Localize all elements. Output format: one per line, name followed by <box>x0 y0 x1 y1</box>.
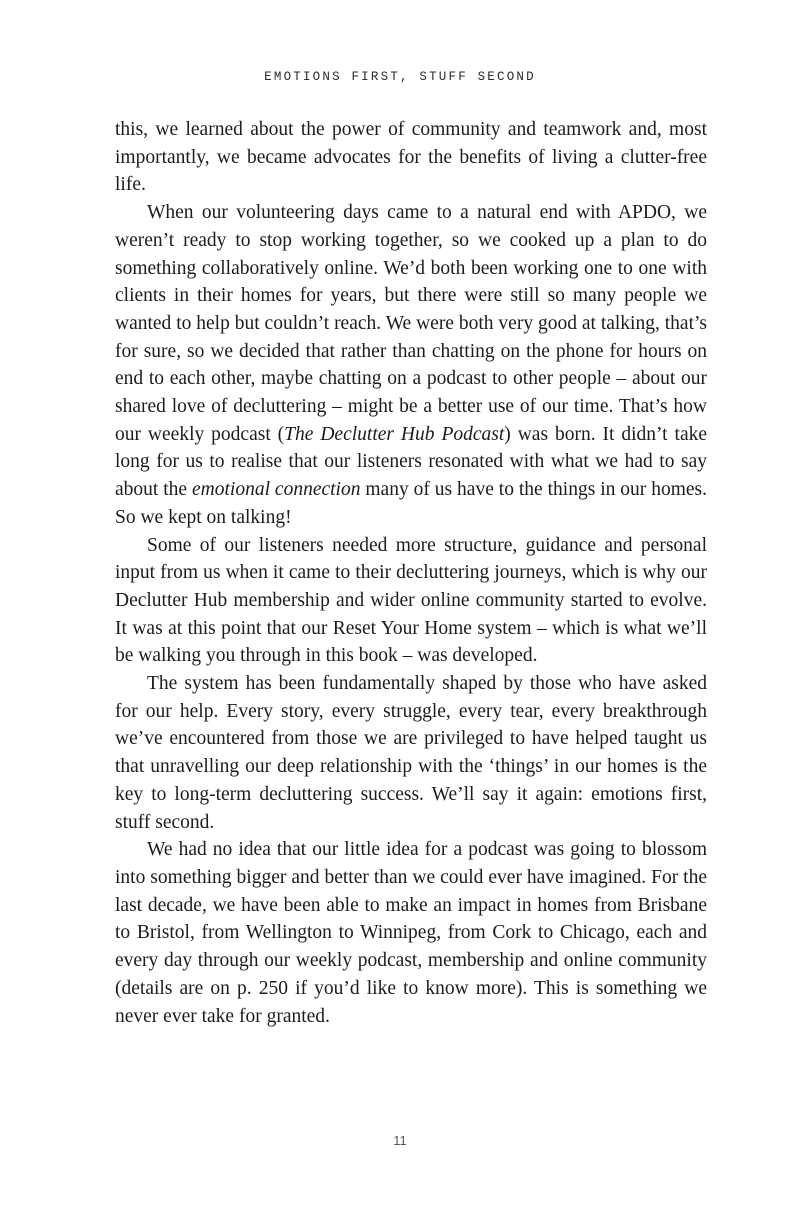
text-run: Some of our listeners needed more structure, guidance and personal input from us when it came to their decluttering journeys, which is why our Declutter Hub membership and wider online community started to evolve. It was at this point that our Reset Your Home system – which is what we’ll be walking you through in this book – was developed. <box>115 534 707 667</box>
page-number: 11 <box>393 1133 407 1148</box>
text-run: many of us have to the things in our homes. So we kept on talking! <box>115 479 708 528</box>
text-run: ) was born. It didn’t take long for us to realise that our listeners resonated with what we had to say about the <box>115 423 708 501</box>
paragraph <box>115 116 707 199</box>
text-run: We had no idea that our little idea for a podcast was going to blossom into something bigger and better than we could ever have imagined. For the last decade, we have been able to make an impact in homes from Brisbane to Bristol, from Wellington to Winnipeg, from Cork to Chicago, each and every day through our weekly podcast, membership and online community (details are on p. 250 if you’d like to know more). This is something we never ever take for granted. <box>115 839 707 1027</box>
text-run: The system has been fundamentally shaped by those who have asked for our help. Every story, every struggle, every tear, every breakthrough we’ve encountered from those we are privileged to have helped taught us that unravelling our deep relationship with the ‘things’ in our homes is the key to long-term decluttering success. We’ll say it again: emotions first, stuff second. <box>115 673 707 833</box>
italic-text: The Declutter Hub Podcast <box>284 423 505 445</box>
body-text <box>115 116 707 1030</box>
paragraph <box>115 199 707 531</box>
paragraph <box>115 836 707 1030</box>
paragraph <box>115 532 707 671</box>
paragraph <box>115 670 707 836</box>
text-run: this, we learned about the power of community and teamwork and, most importantly, we became advocates for the benefits of living a clutter-free life. <box>115 119 707 196</box>
italic-text: emotional connection <box>192 479 361 501</box>
text-run: When our volunteering days came to a natural end with APDO, we weren’t ready to stop working together, so we cooked up a plan to do something collaboratively online. We’d both been working one to one with clients in their homes for years, but there were still so many people we wanted to help but couldn’t reach. We were both very good at talking, that’s for sure, so we decided that rather than chatting on the phone for hours on end to each other, maybe chatting on a podcast to other people – about our shared love of decluttering – might be a better use of our time. That’s how our weekly podcast ( <box>115 202 707 445</box>
running-head: EMOTIONS FIRST, STUFF SECOND <box>264 70 536 84</box>
